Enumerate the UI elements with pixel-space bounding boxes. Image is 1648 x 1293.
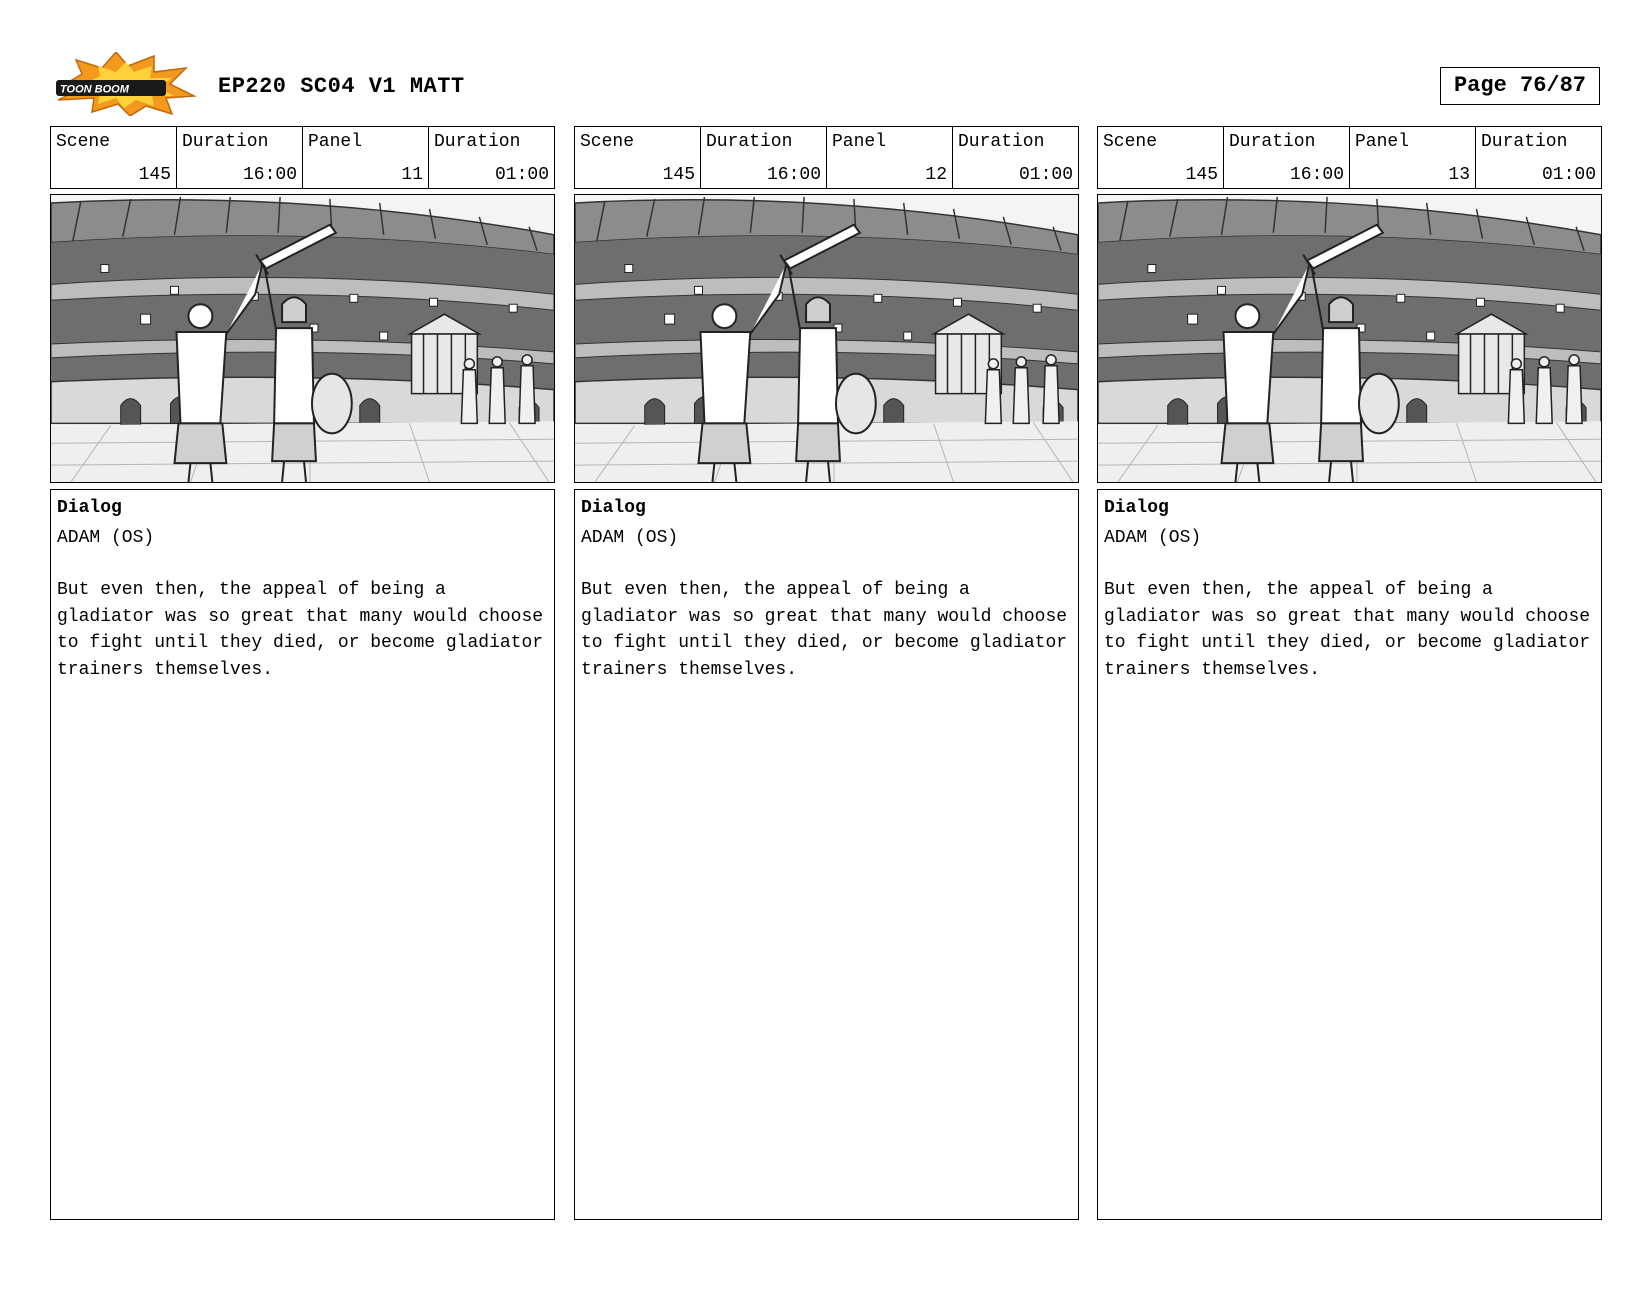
panel-duration-value: 01:00 — [1018, 165, 1073, 185]
panel-value: 11 — [401, 165, 423, 185]
panel-duration-value: 01:00 — [1541, 165, 1596, 185]
scene-label: Scene — [1103, 132, 1158, 152]
dialog-box — [50, 489, 555, 1220]
scene-cell — [1098, 127, 1224, 188]
dialog-character: ADAM (OS) — [581, 528, 679, 548]
colosseum-gladiators-sketch-icon — [51, 195, 554, 482]
panel-cell — [827, 127, 953, 188]
panel-duration-cell — [953, 127, 1078, 188]
scene-duration-cell — [701, 127, 827, 188]
panel-info-bar — [50, 126, 555, 189]
dialog-text: But even then, the appeal of being a gladiator was so great that many would choose to fight until they died, or become gladiator trainers themselves. — [57, 580, 544, 680]
scene-duration-cell — [177, 127, 303, 188]
panel-duration-label: Duration — [1481, 132, 1568, 152]
scene-duration-value: 16:00 — [1289, 165, 1344, 185]
scene-duration-value: 16:00 — [766, 165, 821, 185]
scene-duration-label: Duration — [182, 132, 269, 152]
dialog-heading: Dialog — [581, 498, 646, 518]
panel-cell — [303, 127, 429, 188]
dialog-box — [1097, 489, 1602, 1220]
scene-value: 145 — [1185, 165, 1218, 185]
scene-duration-label: Duration — [706, 132, 793, 152]
panel-duration-value: 01:00 — [494, 165, 549, 185]
dialog-box — [574, 489, 1079, 1220]
scene-duration-value: 16:00 — [242, 165, 297, 185]
panel-label: Panel — [308, 132, 363, 152]
toon-boom-logo-icon — [54, 52, 196, 116]
document-title: EP220 SC04 V1 MATT — [218, 74, 465, 99]
panel-label: Panel — [832, 132, 887, 152]
panel-value: 13 — [1448, 165, 1470, 185]
dialog-text: But even then, the appeal of being a gladiator was so great that many would choose to fight until they died, or become gladiator trainers themselves. — [1104, 580, 1591, 680]
dialog-heading: Dialog — [57, 498, 122, 518]
panel-duration-label: Duration — [958, 132, 1045, 152]
panel-duration-cell — [429, 127, 554, 188]
panel-cell — [1350, 127, 1476, 188]
scene-duration-cell — [1224, 127, 1350, 188]
panel-info-bar — [574, 126, 1079, 189]
scene-duration-label: Duration — [1229, 132, 1316, 152]
panel-info-bar — [1097, 126, 1602, 189]
dialog-heading: Dialog — [1104, 498, 1169, 518]
panel-duration-cell — [1476, 127, 1601, 188]
storyboard-frame — [1097, 194, 1602, 483]
storyboard-frame — [50, 194, 555, 483]
scene-value: 145 — [662, 165, 695, 185]
colosseum-gladiators-sketch-icon — [575, 195, 1078, 482]
scene-label: Scene — [580, 132, 635, 152]
scene-cell — [51, 127, 177, 188]
scene-label: Scene — [56, 132, 111, 152]
dialog-text: But even then, the appeal of being a gladiator was so great that many would choose to fight until they died, or become gladiator trainers themselves. — [581, 580, 1068, 680]
scene-cell — [575, 127, 701, 188]
dialog-character: ADAM (OS) — [57, 528, 155, 548]
panel-value: 12 — [925, 165, 947, 185]
dialog-character: ADAM (OS) — [1104, 528, 1202, 548]
panel-label: Panel — [1355, 132, 1410, 152]
page-indicator: Page 76/87 — [1440, 67, 1600, 105]
scene-value: 145 — [138, 165, 171, 185]
colosseum-gladiators-sketch-icon — [1098, 195, 1601, 482]
storyboard-frame — [574, 194, 1079, 483]
logo-text: TOON BOOM — [60, 83, 129, 96]
panel-duration-label: Duration — [434, 132, 521, 152]
